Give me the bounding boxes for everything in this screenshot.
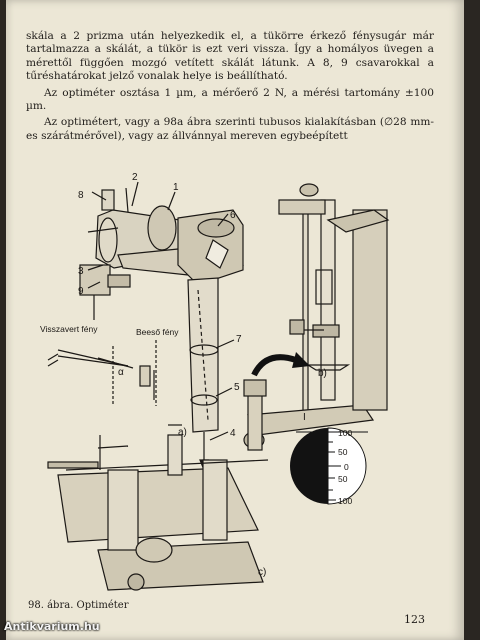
bench-drawing xyxy=(48,380,268,590)
stand-drawing xyxy=(248,184,388,435)
incoming-light-label: Beeső fény xyxy=(136,327,179,337)
label-3: 3 xyxy=(78,266,84,277)
scale-mid-label: 0 xyxy=(344,462,349,472)
scale-dial xyxy=(290,428,368,504)
label-1: 1 xyxy=(173,182,179,193)
paragraph-2: Az optiméter osztása 1 µm, a mérőerő 2 N, a mérési tartomány ±100 µm. xyxy=(26,86,434,113)
panel-c-label: c) xyxy=(258,567,267,578)
light-diagram xyxy=(48,340,156,406)
body-text xyxy=(26,30,434,143)
label-9: 9 xyxy=(78,286,84,297)
label-8: 8 xyxy=(78,190,84,201)
scale-bottom-label: 100 xyxy=(338,496,353,506)
book-page xyxy=(6,0,464,640)
scale-upper-50: 50 xyxy=(338,447,348,457)
arrow-icon xyxy=(254,357,296,375)
label-2: 2 xyxy=(132,172,138,183)
figure-caption: 98. ábra. Optiméter xyxy=(28,600,129,611)
paragraph-3: Az optimétert, vagy a 98a ábra szerinti tubusos kialakításban (∅28 mm-es szárátmérővel), vagy az állvánnyal mereven egybeépített xyxy=(26,116,434,142)
label-4: 4 xyxy=(230,428,236,439)
reflected-light-label: Visszavert fény xyxy=(40,324,98,334)
label-7: 7 xyxy=(236,334,242,345)
scale-i-mark: I xyxy=(303,412,306,423)
panel-b-label: b) xyxy=(318,368,327,379)
scale-top-label: 100 xyxy=(338,428,353,438)
paragraph-1: skála a 2 prizma után helyezkedik el, a tükörre érkező fénysugár már tartalmazza a skálát, a tükör is ezt veri vissza. Így a homályos üvegen a mérettől függően mozgó vetített skálát látunk. A 8, 9 csavarokkal a tűréshatárokat jelző vonalak helye is beállítható. xyxy=(26,30,434,83)
panel-a-label: a) xyxy=(178,427,187,438)
label-5: 5 xyxy=(234,382,240,393)
optimeter-figure xyxy=(28,170,448,605)
watermark: Antikvarium.hu xyxy=(4,620,100,633)
scale-lower-50: 50 xyxy=(338,474,348,484)
page-number: 123 xyxy=(404,613,425,626)
label-6: 6 xyxy=(230,210,236,221)
alpha-label: α xyxy=(118,367,124,378)
